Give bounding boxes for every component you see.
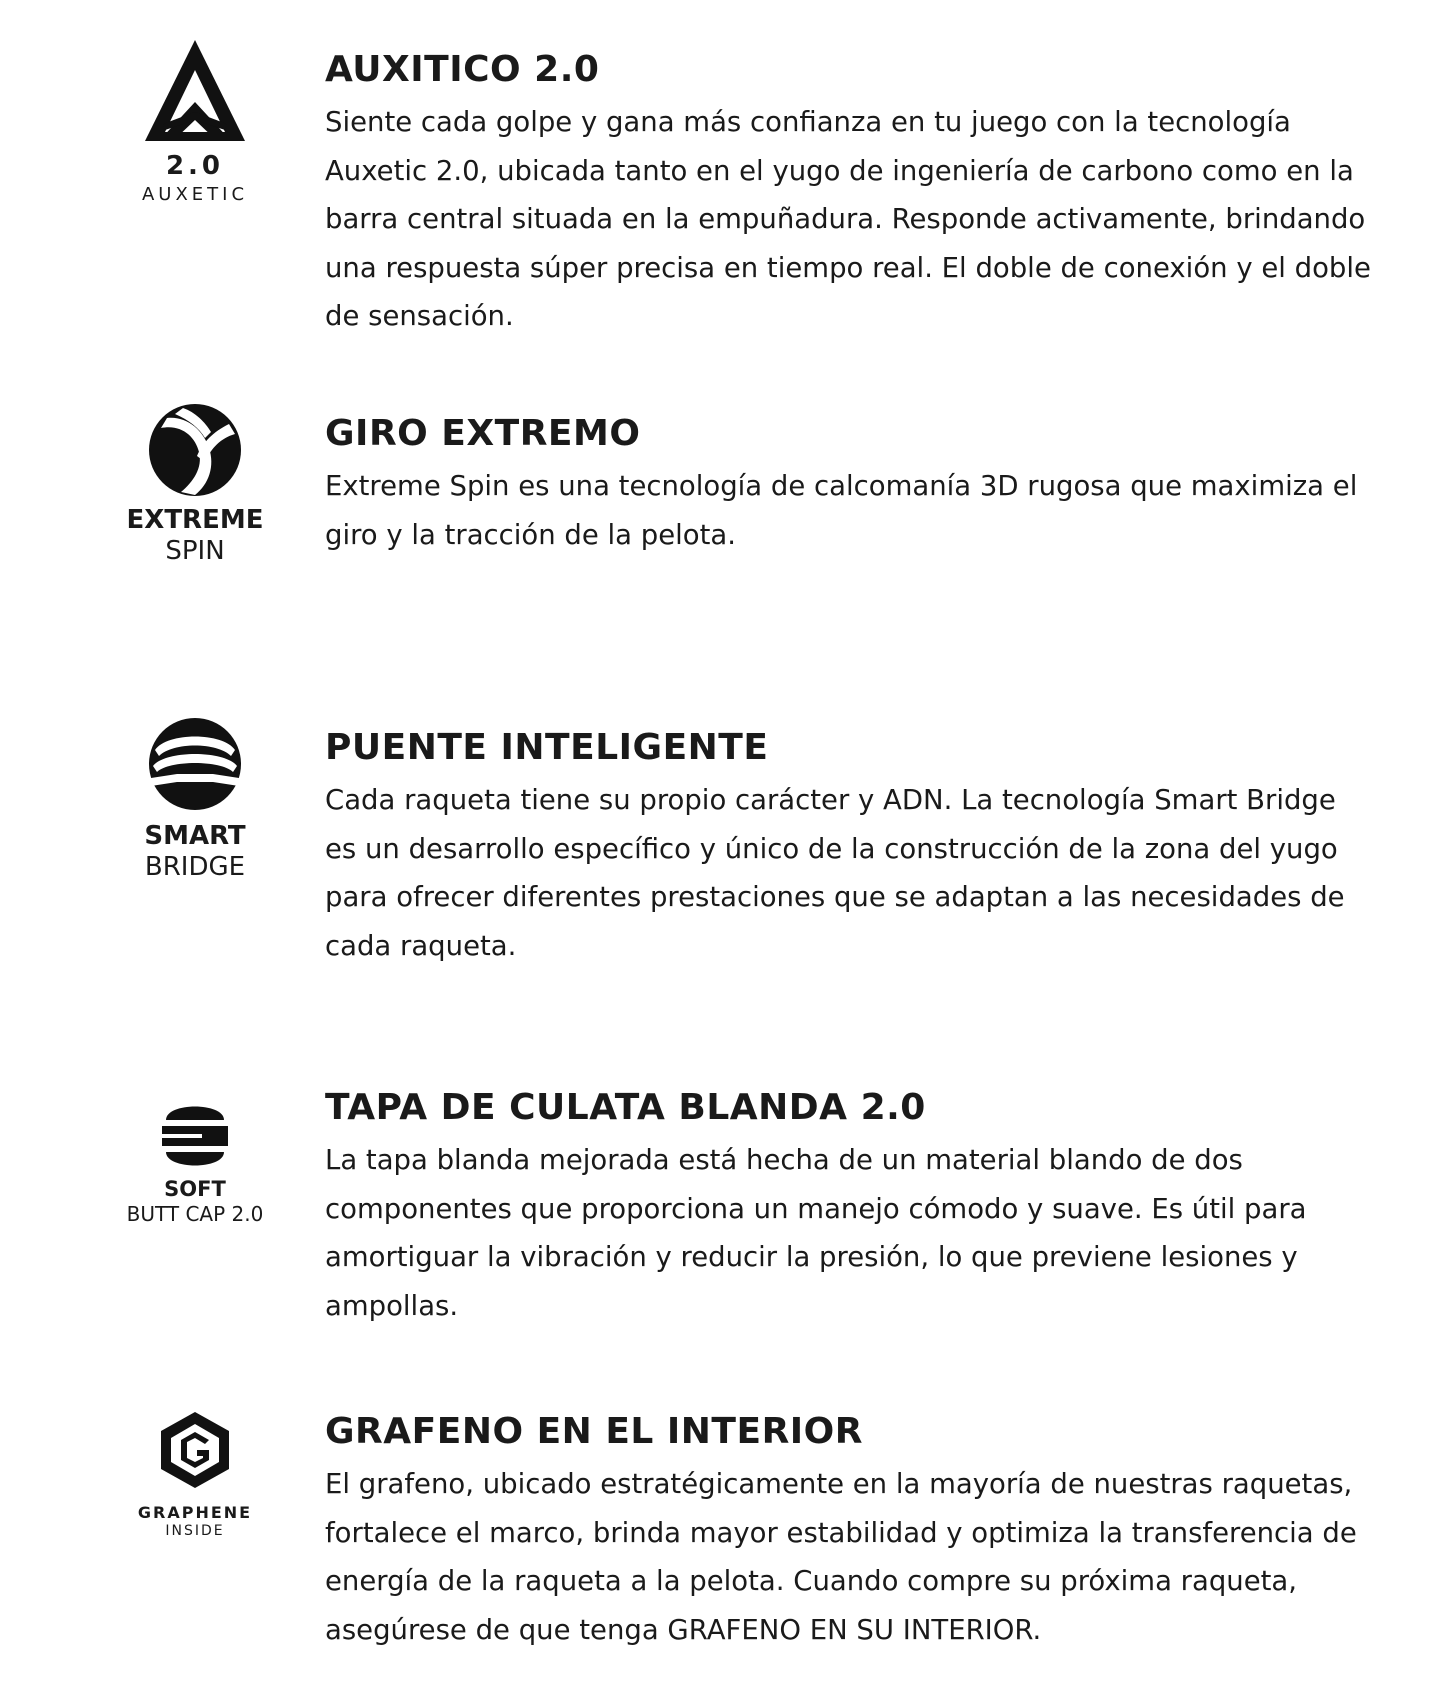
smart-bridge-logo	[110, 716, 280, 881]
soft-butt-cap-icon	[162, 1100, 228, 1172]
graphene-hexagon-icon	[159, 1410, 231, 1490]
soft-butt-cap-logo-line1: SOFT	[164, 1177, 226, 1201]
auxetic-logo-version: 2.0	[165, 151, 225, 181]
feature-title: TAPA DE CULATA BLANDA 2.0	[325, 1087, 926, 1128]
feature-title: GRAFENO EN EL INTERIOR	[325, 1411, 864, 1452]
feature-description: La tapa blanda mejorada está hecha de un material blando de dos componentes que proporciona un manejo cómodo y suave. Es útil para amortiguar la vibración y reducir la presión, lo que previene lesiones y ampollas.	[325, 1144, 1307, 1322]
feature-title: GIRO EXTREMO	[325, 413, 641, 454]
feature-description: Cada raqueta tiene su propio carácter y ADN. La tecnología Smart Bridge es un desarrollo específico y único de la construcción de la zona del yugo para ofrecer diferentes prestaciones que se adaptan a las necesidades de cada raqueta.	[325, 784, 1345, 962]
extreme-spin-text	[325, 412, 1375, 559]
graphene-logo	[110, 1410, 280, 1539]
feature-title: PUENTE INTELIGENTE	[325, 727, 769, 768]
feature-title: AUXITICO 2.0	[325, 49, 600, 90]
soft-butt-cap-logo	[110, 1100, 280, 1225]
smart-bridge-logo-line2: BRIDGE	[144, 851, 246, 882]
soft-butt-cap-logo-line2: BUTT CAP 2.0	[126, 1202, 264, 1227]
graphene-text	[325, 1410, 1375, 1654]
smart-bridge-text	[325, 726, 1375, 970]
soft-butt-cap-text	[325, 1086, 1375, 1330]
auxetic-logo-name: AUXETIC	[141, 183, 249, 205]
graphene-logo-line1: GRAPHENE	[137, 1503, 253, 1522]
auxetic-logo	[110, 40, 280, 204]
extreme-spin-logo	[110, 402, 280, 565]
auxetic-triangle-icon	[145, 40, 245, 144]
graphene-logo-line2: INSIDE	[165, 1522, 225, 1539]
feature-description: Siente cada golpe y gana más confianza en tu juego con la tecnología Auxetic 2.0, ubicada tanto en el yugo de ingeniería de carbono como en la barra central situada en la empuñadura. Responde activamente, brindando una respuesta súper precisa en tiempo real. El doble de conexión y el doble de sensación.	[325, 106, 1371, 332]
smart-bridge-icon	[147, 716, 243, 812]
auxetic-text	[325, 48, 1375, 341]
feature-description: Extreme Spin es una tecnología de calcomanía 3D rugosa que maximiza el giro y la tracción de la pelota.	[325, 470, 1358, 551]
smart-bridge-logo-line1: SMART	[144, 821, 246, 851]
extreme-spin-logo-line1: EXTREME	[126, 505, 264, 535]
extreme-spin-ball-icon	[147, 402, 243, 498]
feature-description: El grafeno, ubicado estratégicamente en la mayoría de nuestras raquetas, fortalece el marco, brinda mayor estabilidad y optimiza la transferencia de energía de la raqueta a la pelota. Cuando compre su próxima raqueta, asegúrese de que tenga GRAFENO EN SU INTERIOR.	[325, 1468, 1357, 1646]
extreme-spin-logo-line2: SPIN	[165, 535, 225, 566]
